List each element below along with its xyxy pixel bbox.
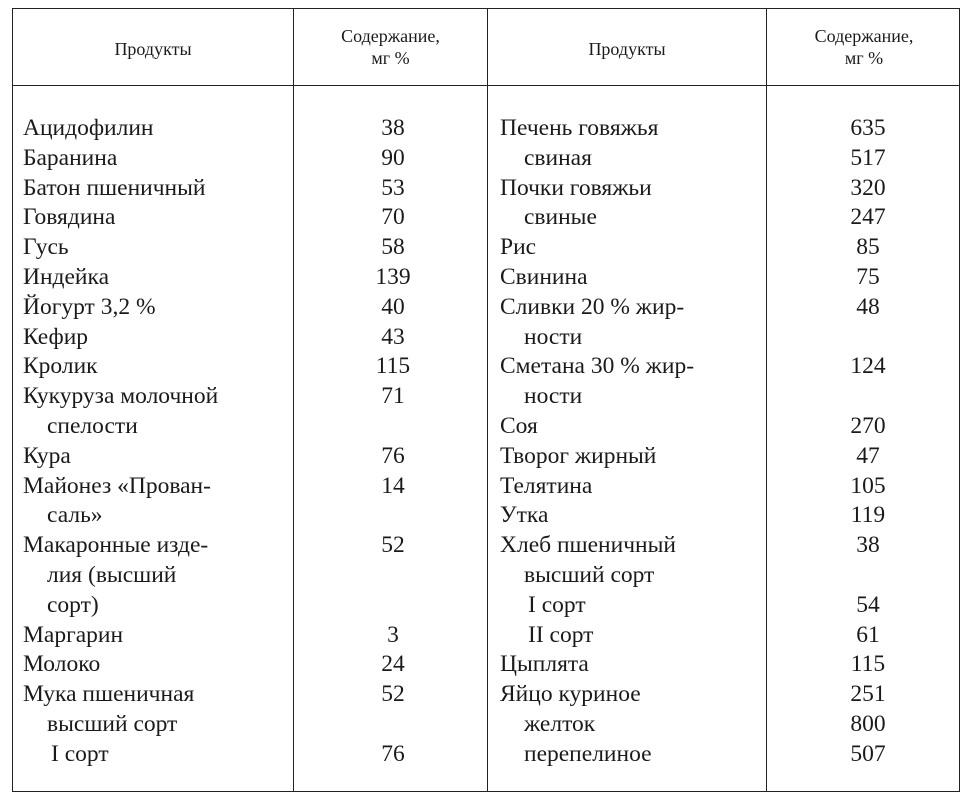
product-name: Ацидофилин xyxy=(23,115,154,141)
product-name: Кролик xyxy=(23,353,98,380)
table-row xyxy=(13,143,959,173)
table-row xyxy=(13,202,959,232)
product-name: Хлеб пшеничный xyxy=(500,532,676,559)
header-content-right xyxy=(767,9,961,85)
table-row xyxy=(13,471,959,501)
product-name: Сливки 20 % жир- xyxy=(500,293,685,320)
product-name: Творог жирный xyxy=(500,442,657,469)
content-value: 76 xyxy=(381,442,405,469)
product-name: Майонез «Прован- xyxy=(23,472,211,499)
table-row xyxy=(13,322,959,352)
content-value: 247 xyxy=(850,204,886,231)
product-name: Яйцо куриное xyxy=(500,681,641,708)
product-name: Молоко xyxy=(23,651,101,678)
content-value: 139 xyxy=(375,264,411,290)
header-products-left xyxy=(13,9,293,85)
content-value: 85 xyxy=(856,234,880,261)
content-value: 53 xyxy=(381,174,405,201)
header-content-label: Содержание, xyxy=(341,26,440,46)
content-value: 3 xyxy=(387,621,399,648)
table-row xyxy=(13,262,959,292)
content-value: 52 xyxy=(381,532,405,559)
content-value: 517 xyxy=(850,144,886,171)
table-row xyxy=(13,113,959,143)
content-value: 76 xyxy=(381,740,405,767)
content-value: 90 xyxy=(381,144,405,171)
table-row xyxy=(13,560,959,590)
content-value: 54 xyxy=(856,591,880,618)
product-name: Йогурт 3,2 % xyxy=(23,293,156,320)
product-name: лия (высший xyxy=(47,562,177,588)
table-row xyxy=(13,530,959,560)
product-name: саль» xyxy=(47,502,103,529)
content-value: 38 xyxy=(381,115,405,141)
product-name: Макаронные изде- xyxy=(23,532,209,559)
table-row xyxy=(13,679,959,709)
table-row xyxy=(13,292,959,322)
content-value: 58 xyxy=(381,234,405,261)
content-value: 40 xyxy=(381,293,405,320)
product-name: Кефир xyxy=(23,323,89,350)
table-row xyxy=(13,620,959,650)
content-value: 115 xyxy=(375,353,411,380)
product-name: ности xyxy=(524,323,583,350)
product-name: Мука пшеничная xyxy=(23,681,195,708)
content-value: 251 xyxy=(850,681,886,708)
content-value: 71 xyxy=(381,383,405,410)
product-name: Почки говяжьи xyxy=(500,174,652,201)
content-value: 105 xyxy=(850,472,886,499)
content-value: 52 xyxy=(381,681,405,708)
content-value: 800 xyxy=(850,711,886,737)
content-value: 48 xyxy=(856,293,880,320)
product-name: Цыплята xyxy=(500,651,589,678)
product-name: I сорт xyxy=(51,740,109,767)
content-value: 24 xyxy=(381,651,405,678)
product-name: Рис xyxy=(500,234,537,261)
content-value: 124 xyxy=(850,353,886,380)
table-row xyxy=(13,739,959,769)
table-row xyxy=(13,590,959,620)
header-products-right xyxy=(488,9,766,85)
product-name: Сметана 30 % жир- xyxy=(500,353,695,380)
product-name: ности xyxy=(524,383,583,410)
header-divider xyxy=(13,85,959,86)
content-value: 115 xyxy=(850,651,886,678)
product-name: желток xyxy=(524,711,596,737)
table-row xyxy=(13,351,959,381)
content-value: 119 xyxy=(850,502,886,529)
content-value: 507 xyxy=(850,740,886,767)
product-name: высший сорт xyxy=(524,562,655,588)
content-value: 14 xyxy=(381,472,405,499)
content-value: 320 xyxy=(850,174,886,201)
content-value: 270 xyxy=(850,413,886,439)
product-name: Гусь xyxy=(23,234,69,261)
content-value: 38 xyxy=(856,532,880,559)
product-name: свиные xyxy=(524,204,597,231)
product-name: Свинина xyxy=(500,264,588,290)
product-name: Индейка xyxy=(23,264,110,290)
content-value: 47 xyxy=(856,442,880,469)
content-value: 61 xyxy=(856,621,880,648)
product-name: высший сорт xyxy=(47,711,178,737)
header-products-label: Продукты xyxy=(588,39,666,59)
content-value: 635 xyxy=(850,115,886,141)
header-unit-label: мг % xyxy=(844,48,884,68)
content-value: 75 xyxy=(856,264,880,290)
product-name: свиная xyxy=(524,144,592,171)
table-row xyxy=(13,411,959,441)
header-content-label: Содержание, xyxy=(814,26,914,46)
table-row xyxy=(13,232,959,262)
product-name: Батон пшеничный xyxy=(23,174,206,201)
product-name: Соя xyxy=(500,413,538,439)
table-row xyxy=(13,709,959,739)
product-name: II сорт xyxy=(528,621,594,648)
product-name: Телятина xyxy=(500,472,593,499)
product-name: I сорт xyxy=(528,591,586,618)
table-row xyxy=(13,381,959,411)
header-unit-label: мг % xyxy=(371,48,410,68)
table-row xyxy=(13,500,959,530)
product-name: Маргарин xyxy=(23,621,124,648)
product-name: Кура xyxy=(23,442,71,469)
table-row xyxy=(13,173,959,203)
header-content-left xyxy=(294,9,487,85)
product-name: Печень говяжья xyxy=(500,115,659,141)
table-row xyxy=(13,441,959,471)
product-name: Кукуруза молочной xyxy=(23,383,219,410)
product-name: сорт) xyxy=(47,591,99,618)
content-value: 43 xyxy=(381,323,405,350)
product-name: спелости xyxy=(47,413,138,439)
content-table xyxy=(12,8,960,792)
product-name: Баранина xyxy=(23,144,118,171)
product-name: перепелиное xyxy=(524,740,652,767)
header-products-label: Продукты xyxy=(114,39,192,59)
content-value: 70 xyxy=(381,204,405,231)
product-name: Говядина xyxy=(23,204,116,231)
product-name: Утка xyxy=(500,502,549,529)
table-row xyxy=(13,649,959,679)
